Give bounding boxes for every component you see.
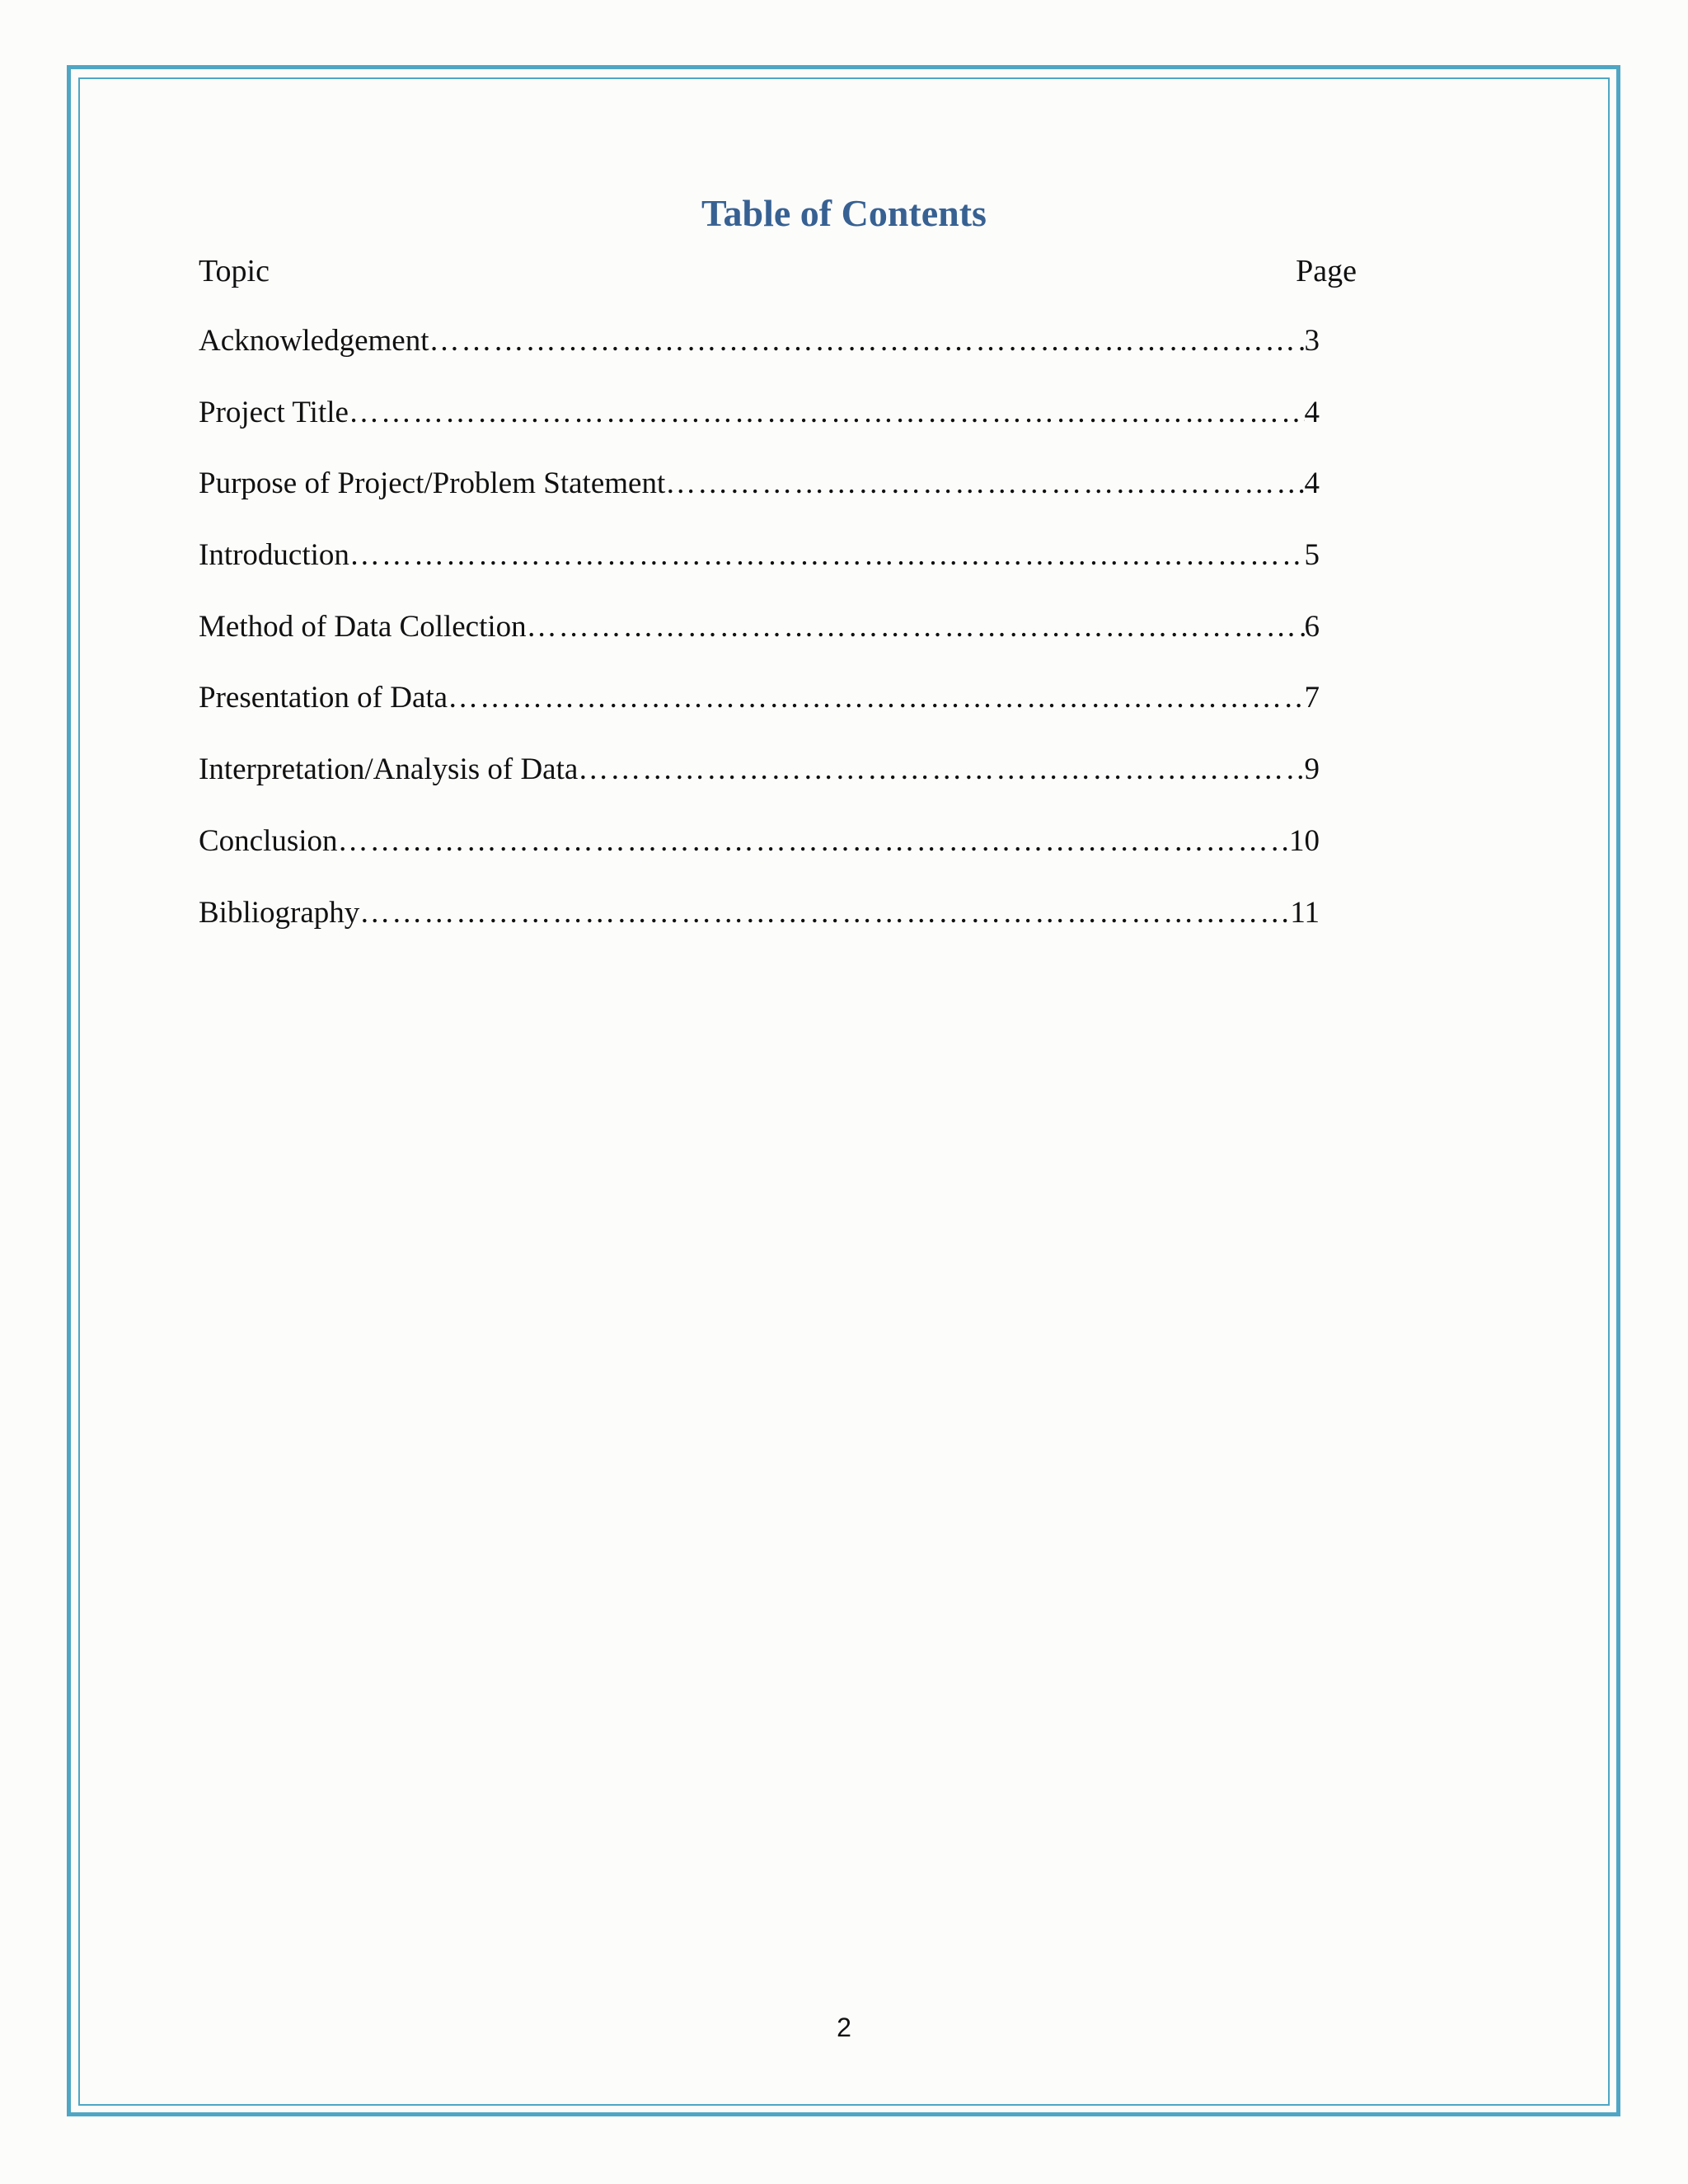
toc-entry-title: Conclusion	[199, 823, 338, 858]
toc-entry-purpose[interactable]	[199, 464, 1320, 536]
dot-leader	[349, 536, 1305, 575]
toc-entry-title: Purpose of Project/Problem Statement	[199, 466, 666, 501]
dot-leader	[665, 464, 1304, 504]
toc-entry-page: 10	[1289, 823, 1320, 858]
topic-column-label: Topic	[199, 254, 270, 288]
toc-entry-page: 4	[1304, 395, 1320, 429]
toc-entry-acknowledgement[interactable]	[199, 321, 1320, 393]
dot-leader	[527, 607, 1305, 647]
toc-entry-title: Method of Data Collection	[199, 609, 527, 644]
dot-leader	[578, 750, 1304, 790]
toc-list	[199, 321, 1320, 964]
toc-title: Table of Contents	[701, 192, 987, 234]
toc-entry-introduction[interactable]	[199, 536, 1320, 607]
toc-entry-page: 7	[1304, 681, 1320, 715]
toc-entry-method-of-data-collection[interactable]	[199, 607, 1320, 679]
dot-leader	[359, 893, 1290, 933]
page-column-label: Page	[1296, 254, 1357, 288]
toc-entry-page: 6	[1304, 609, 1320, 644]
toc-entry-presentation-of-data[interactable]	[199, 678, 1320, 750]
toc-entry-bibliography[interactable]	[199, 893, 1320, 965]
toc-entry-interpretation[interactable]	[199, 750, 1320, 822]
dot-leader	[338, 822, 1289, 861]
toc-entry-page: 5	[1304, 538, 1320, 573]
toc-entry-page: 4	[1304, 466, 1320, 501]
toc-entry-page: 11	[1290, 895, 1320, 930]
toc-entry-title: Interpretation/Analysis of Data	[199, 752, 579, 787]
dot-leader	[429, 321, 1304, 361]
toc-entry-title: Acknowledgement	[199, 324, 429, 358]
toc-entry-conclusion[interactable]	[199, 822, 1320, 893]
toc-entry-page: 9	[1304, 752, 1320, 787]
toc-entry-title: Project Title	[199, 395, 349, 429]
toc-entry-project-title[interactable]	[199, 393, 1320, 465]
toc-entry-title: Bibliography	[199, 895, 360, 930]
toc-entry-page: 3	[1304, 324, 1320, 358]
toc-entry-title: Presentation of Data	[199, 681, 448, 715]
toc-entry-title: Introduction	[199, 538, 349, 573]
toc-header-row	[199, 251, 1357, 291]
dot-leader	[349, 393, 1305, 433]
dot-leader	[448, 678, 1304, 718]
page-number: 2	[837, 2013, 851, 2042]
